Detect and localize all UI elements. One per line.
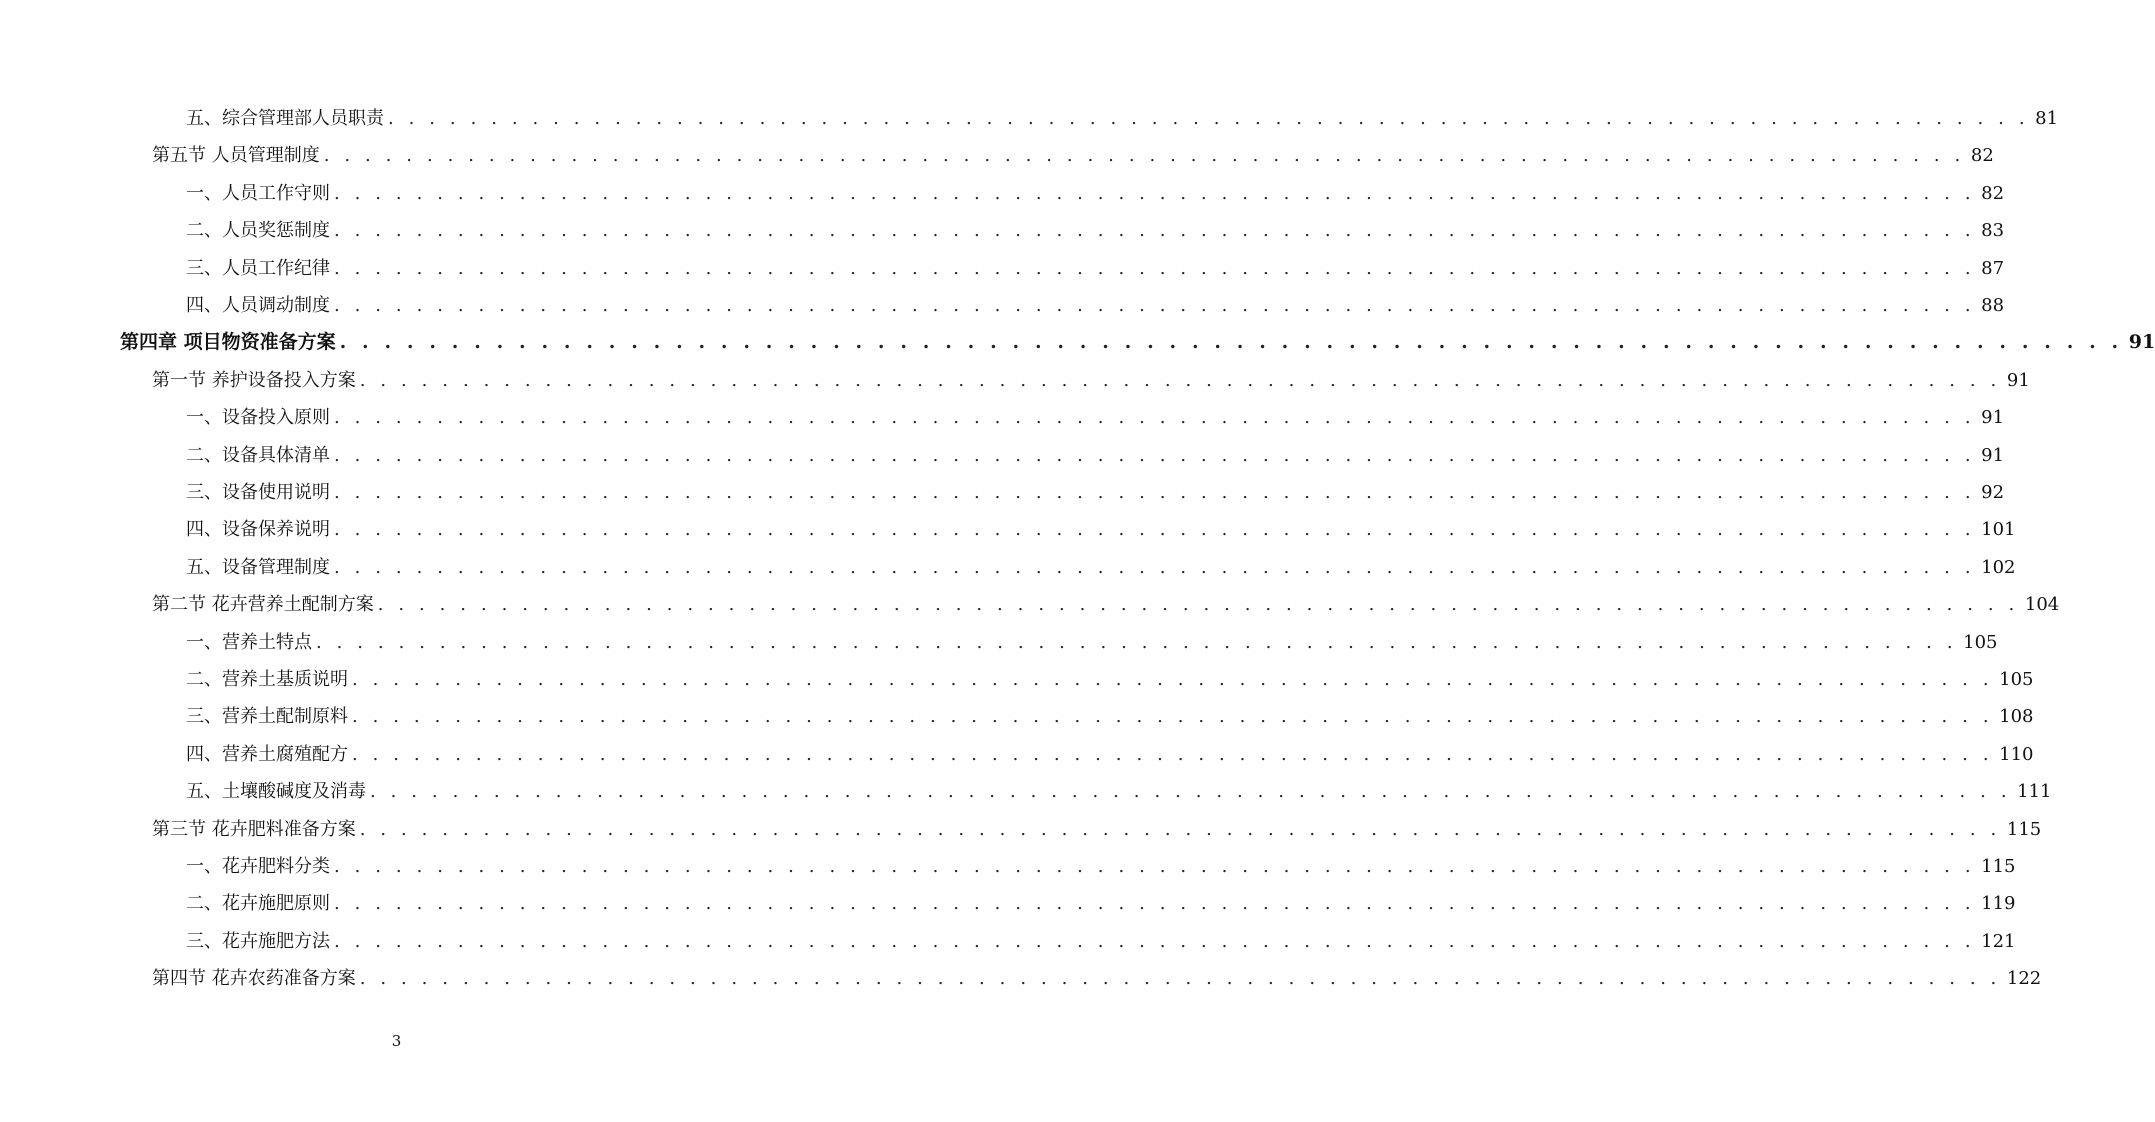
- toc-entry-page: 108: [1999, 706, 2034, 728]
- toc-entry-title: 一、人员工作守则: [186, 182, 330, 204]
- toc-entry-title: 五、土壤酸碱度及消毒: [186, 781, 366, 803]
- toc-entry-page: 110: [1999, 743, 2034, 765]
- toc-entry-title: 第一节 养护设备投入方案: [152, 369, 356, 391]
- dot-leader: . . . . . . . . . . . . . . . . . . . . . . . . . . . . . . . . . . . . . . . . . . . . . . . . . . . . . . . . . . . . . . . . . . . . . . . . . . . . . . . .: [334, 295, 1976, 316]
- toc-entry-title: 第三节 花卉肥料准备方案: [152, 818, 356, 840]
- dot-leader: . . . . . . . . . . . . . . . . . . . . . . . . . . . . . . . . . . . . . . . . . . . . . . . . . . . . . . . . . . . . . . . . . . . . . . . . . . . . . . . .: [334, 182, 1976, 204]
- toc-entry-title: 第五节 人员管理制度: [152, 145, 320, 167]
- toc-entry-title: 第四章 项目物资准备方案: [120, 331, 336, 354]
- toc-subsection-entry[interactable]: [186, 399, 2005, 436]
- toc-entry-title: 四、营养土腐殖配方: [186, 743, 348, 765]
- dot-leader: . . . . . . . . . . . . . . . . . . . . . . . . . . . . . . . . . . . . . . . . . . . . . . . . . . . . . . . . . . . . . . . . . . . . . . . . . . . . . . . .: [359, 818, 2001, 840]
- toc-subsection-entry[interactable]: [186, 736, 2034, 773]
- toc-section-entry[interactable]: [152, 960, 2042, 997]
- toc-subsection-entry[interactable]: [186, 511, 2016, 548]
- toc-entry-page: 82: [1970, 145, 1994, 167]
- toc-entry-title: 第二节 花卉营养土配制方案: [152, 594, 374, 616]
- toc-entry-page: 105: [1999, 669, 2034, 690]
- toc-entry-page: 91: [1981, 407, 2005, 429]
- toc-entry-title: 一、花卉肥料分类: [186, 856, 330, 877]
- toc-entry-page: 92: [1981, 482, 2005, 503]
- toc-subsection-entry[interactable]: [186, 885, 2016, 922]
- toc-subsection-entry[interactable]: [186, 923, 2016, 960]
- toc-entry-page: 119: [1981, 893, 2016, 915]
- dot-leader: . . . . . . . . . . . . . . . . . . . . . . . . . . . . . . . . . . . . . . . . . . . . . . . . . . . . . . . . . . . . . . . . . . . . . . . . . . . . . . . .: [334, 930, 1976, 952]
- dot-leader: . . . . . . . . . . . . . . . . . . . . . . . . . . . . . . . . . . . . . . . . . . . . . . . . . . . . . . . . . . . . . . . . . . . . . . . . . . . . . . . .: [388, 108, 2030, 129]
- toc-entry-page: 87: [1981, 257, 2005, 279]
- toc-entry-page: 102: [1981, 556, 2016, 578]
- toc-subsection-entry[interactable]: [186, 661, 2034, 698]
- toc-entry-title: 二、营养土基质说明: [186, 669, 348, 690]
- toc-entry-page: 101: [1981, 519, 2016, 541]
- dot-leader: . . . . . . . . . . . . . . . . . . . . . . . . . . . . . . . . . . . . . . . . . . . . . . . . . . . . . . . . . . . . . . . . . . . . . . . . . . . . . . . .: [352, 706, 1994, 728]
- dot-leader: . . . . . . . . . . . . . . . . . . . . . . . . . . . . . . . . . . . . . . . . . . . . . . . . . . . . . . . . . . . . . . . . . . . . . . . . . . . . . . . .: [334, 556, 1976, 578]
- toc-entry-page: 83: [1981, 220, 2005, 242]
- toc-subsection-entry[interactable]: [186, 250, 2005, 287]
- dot-leader: . . . . . . . . . . . . . . . . . . . . . . . . . . . . . . . . . . . . . . . . . . . . . . . . . . . . . . . . . . . . . . . . . . . . . . . . . . . . . . . .: [316, 631, 1958, 653]
- toc-entry-title: 三、设备使用说明: [186, 482, 330, 503]
- toc-subsection-entry[interactable]: [186, 287, 2005, 324]
- toc-entry-page: 91: [1981, 444, 2005, 466]
- dot-leader: . . . . . . . . . . . . . . . . . . . . . . . . . . . . . . . . . . . . . . . . . . . . . . . . . . . . . . . . . . . . . . . . . . . . . . . . . . . . . . . .: [334, 893, 1976, 915]
- dot-leader: . . . . . . . . . . . . . . . . . . . . . . . . . . . . . . . . . . . . . . . . . . . . . . . . . . . . . . . . . . . . . . . . . . . . . . . . . . . . . . . .: [334, 444, 1976, 466]
- toc-subsection-entry[interactable]: [186, 848, 2016, 885]
- toc-entry-title: 一、营养土特点: [186, 631, 312, 653]
- toc-subsection-entry[interactable]: [186, 698, 2034, 735]
- dot-leader: . . . . . . . . . . . . . . . . . . . . . . . . . . . . . . . . . . . . . . . . . . . . . . . . . . . . . . . . . . . . . . . . . . . . . . . . . . . . . . . .: [370, 781, 2012, 803]
- dot-leader: . . . . . . . . . . . . . . . . . . . . . . . . . . . . . . . . . . . . . . . . . . . . . . . . . . . . . . . . . . . . . . . . . . . . . . . . . . . . . . . .: [339, 331, 2123, 354]
- dot-leader: . . . . . . . . . . . . . . . . . . . . . . . . . . . . . . . . . . . . . . . . . . . . . . . . . . . . . . . . . . . . . . . . . . . . . . . . . . . . . . . .: [359, 369, 2001, 391]
- toc-entry-page: 105: [1963, 631, 1998, 653]
- toc-entry-title: 五、综合管理部人员职责: [186, 108, 384, 129]
- toc-entry-title: 三、营养土配制原料: [186, 706, 348, 728]
- toc-entry-page: 104: [2024, 594, 2060, 616]
- toc-entry-title: 第四节 花卉农药准备方案: [152, 968, 356, 990]
- dot-leader: . . . . . . . . . . . . . . . . . . . . . . . . . . . . . . . . . . . . . . . . . . . . . . . . . . . . . . . . . . . . . . . . . . . . . . . . . . . . . . . .: [334, 519, 1976, 541]
- toc-entry-page: 88: [1981, 295, 2005, 316]
- dot-leader: . . . . . . . . . . . . . . . . . . . . . . . . . . . . . . . . . . . . . . . . . . . . . . . . . . . . . . . . . . . . . . . . . . . . . . . . . . . . . . . .: [334, 856, 1976, 877]
- toc-subsection-entry[interactable]: [186, 624, 1998, 661]
- toc-entry-title: 二、花卉施肥原则: [186, 893, 330, 915]
- toc-entry-page: 122: [2006, 968, 2042, 990]
- toc-entry-title: 二、设备具体清单: [186, 444, 330, 466]
- toc-chapter-entry[interactable]: [120, 324, 2155, 361]
- toc-entry-page: 82: [1981, 182, 2005, 204]
- toc-entry-page: 111: [2017, 781, 2052, 803]
- toc-subsection-entry[interactable]: [186, 474, 2005, 511]
- toc-entry-title: 四、设备保养说明: [186, 519, 330, 541]
- toc-section-entry[interactable]: [152, 586, 2060, 623]
- toc-subsection-entry[interactable]: [186, 212, 2005, 249]
- dot-leader: . . . . . . . . . . . . . . . . . . . . . . . . . . . . . . . . . . . . . . . . . . . . . . . . . . . . . . . . . . . . . . . . . . . . . . . . . . . . . . . .: [352, 669, 1994, 690]
- dot-leader: . . . . . . . . . . . . . . . . . . . . . . . . . . . . . . . . . . . . . . . . . . . . . . . . . . . . . . . . . . . . . . . . . . . . . . . . . . . . . . . .: [352, 743, 1994, 765]
- toc-entry-page: 91: [2006, 369, 2030, 391]
- toc-entry-title: 四、人员调动制度: [186, 295, 330, 316]
- toc-section-entry[interactable]: [152, 362, 2030, 399]
- toc-section-entry[interactable]: [152, 811, 2042, 848]
- toc-subsection-entry[interactable]: [186, 100, 2059, 137]
- toc-entry-title: 一、设备投入原则: [186, 407, 330, 429]
- toc-entry-page: 81: [2035, 108, 2059, 129]
- toc-entry-title: 二、人员奖惩制度: [186, 220, 330, 242]
- dot-leader: . . . . . . . . . . . . . . . . . . . . . . . . . . . . . . . . . . . . . . . . . . . . . . . . . . . . . . . . . . . . . . . . . . . . . . . . . . . . . . . .: [334, 257, 1976, 279]
- dot-leader: . . . . . . . . . . . . . . . . . . . . . . . . . . . . . . . . . . . . . . . . . . . . . . . . . . . . . . . . . . . . . . . . . . . . . . . . . . . . . . . .: [334, 220, 1976, 242]
- toc-entry-page: 115: [2006, 818, 2042, 840]
- toc-subsection-entry[interactable]: [186, 175, 2005, 212]
- dot-leader: . . . . . . . . . . . . . . . . . . . . . . . . . . . . . . . . . . . . . . . . . . . . . . . . . . . . . . . . . . . . . . . . . . . . . . . . . . . . . . . .: [334, 482, 1976, 503]
- dot-leader: . . . . . . . . . . . . . . . . . . . . . . . . . . . . . . . . . . . . . . . . . . . . . . . . . . . . . . . . . . . . . . . . . . . . . . . . . . . . . . . .: [377, 594, 2019, 616]
- dot-leader: . . . . . . . . . . . . . . . . . . . . . . . . . . . . . . . . . . . . . . . . . . . . . . . . . . . . . . . . . . . . . . . . . . . . . . . . . . . . . . . .: [323, 145, 1965, 167]
- toc-entry-page: 91: [2128, 331, 2155, 354]
- toc-subsection-entry[interactable]: [186, 437, 2005, 474]
- toc-section-entry[interactable]: [152, 137, 1994, 174]
- dot-leader: . . . . . . . . . . . . . . . . . . . . . . . . . . . . . . . . . . . . . . . . . . . . . . . . . . . . . . . . . . . . . . . . . . . . . . . . . . . . . . . .: [334, 407, 1976, 429]
- dot-leader: . . . . . . . . . . . . . . . . . . . . . . . . . . . . . . . . . . . . . . . . . . . . . . . . . . . . . . . . . . . . . . . . . . . . . . . . . . . . . . . .: [359, 968, 2001, 990]
- page-number: 3: [391, 1032, 402, 1050]
- toc-entry-page: 121: [1981, 930, 2016, 952]
- toc-entry-title: 五、设备管理制度: [186, 556, 330, 578]
- toc-entry-title: 三、人员工作纪律: [186, 257, 330, 279]
- toc-entry-page: 115: [1981, 856, 2016, 877]
- toc-subsection-entry[interactable]: [186, 773, 2052, 810]
- toc-subsection-entry[interactable]: [186, 549, 2016, 586]
- toc-entry-title: 三、花卉施肥方法: [186, 930, 330, 952]
